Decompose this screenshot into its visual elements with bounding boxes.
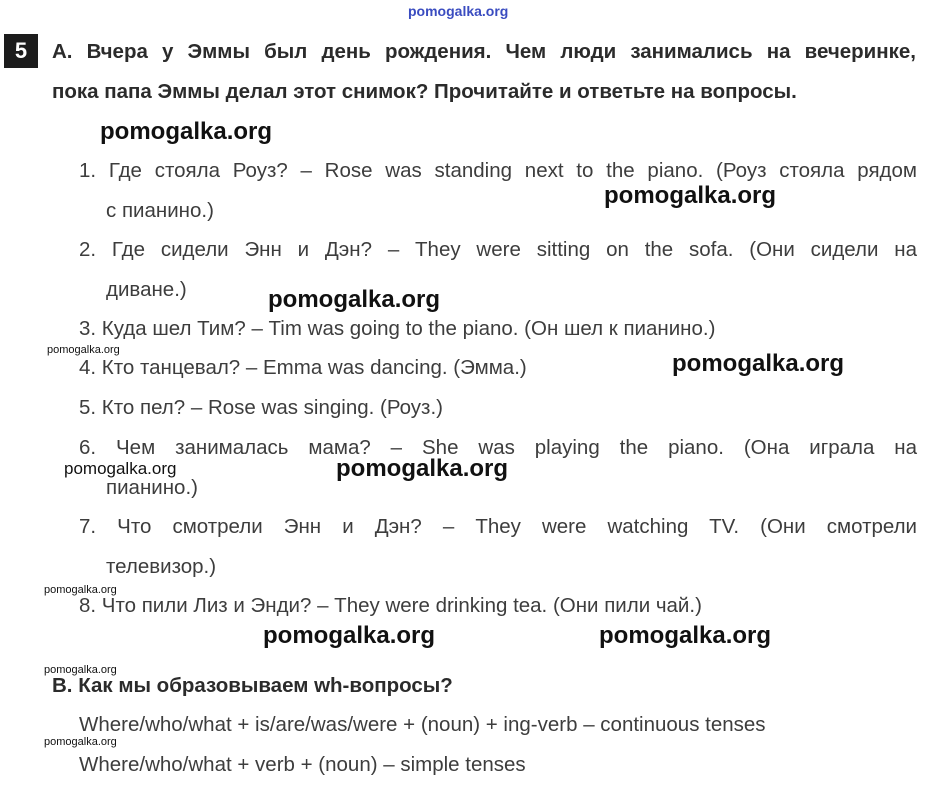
watermark: pomogalka.org [604,182,777,209]
watermark: pomogalka.org [44,736,117,748]
answer-1-line1: 1. Где стояла Роуз? – Rose was standing next to the piano. (Роуз стояла рядом [79,159,917,182]
watermark: pomogalka.org [100,118,273,145]
answer-7-line1: 7. Что смотрели Энн и Дэн? – They were watching TV. (Они смотрели [79,515,917,538]
rule-simple: Where/who/what + verb + (noun) – simple tenses [79,753,526,776]
answer-1-line2: с пианино.) [106,199,214,222]
answer-3: 3. Куда шел Тим? – Tim was going to the piano. (Он шел к пианино.) [79,317,716,340]
answer-6-line1: 6. Чем занималась мама? – She was playing the piano. (Она играла на [79,436,917,459]
watermark: pomogalka.org [672,350,845,377]
watermark: pomogalka.org [47,344,120,356]
part-a-heading-line2: пока папа Эммы делал этот снимок? Прочитайте и ответьте на вопросы. [52,80,797,103]
watermark: pomogalka.org [44,584,117,596]
watermark-top: pomogalka.org [408,3,509,19]
answer-8: 8. Что пили Лиз и Энди? – They were drinking tea. (Они пили чай.) [79,594,702,617]
answer-2-line2: диване.) [106,278,187,301]
watermark: pomogalka.org [263,622,436,649]
answer-7-line2: телевизор.) [106,555,217,578]
rule-continuous: Where/who/what + is/are/was/were + (noun) + ing-verb – continuous tenses [79,713,766,736]
watermark: pomogalka.org [336,455,509,482]
watermark: pomogalka.org [268,286,441,313]
answer-6-line2: пианино.) [106,476,198,499]
watermark: pomogalka.org [44,664,117,676]
answer-5: 5. Кто пел? – Rose was singing. (Роуз.) [79,396,443,419]
watermark: pomogalka.org [599,622,772,649]
watermark: pomogalka.org [64,459,177,478]
part-a-heading-line1: A. Вчера у Эммы был день рождения. Чем люди занимались на вечеринке, [52,40,916,63]
part-b-heading: B. Как мы образовываем wh-вопросы? [52,674,453,697]
answer-2-line1: 2. Где сидели Энн и Дэн? – They were sitting on the sofa. (Они сидели на [79,238,917,261]
exercise-number-badge: 5 [4,34,38,68]
answer-4: 4. Кто танцевал? – Emma was dancing. (Эмма.) [79,356,527,379]
